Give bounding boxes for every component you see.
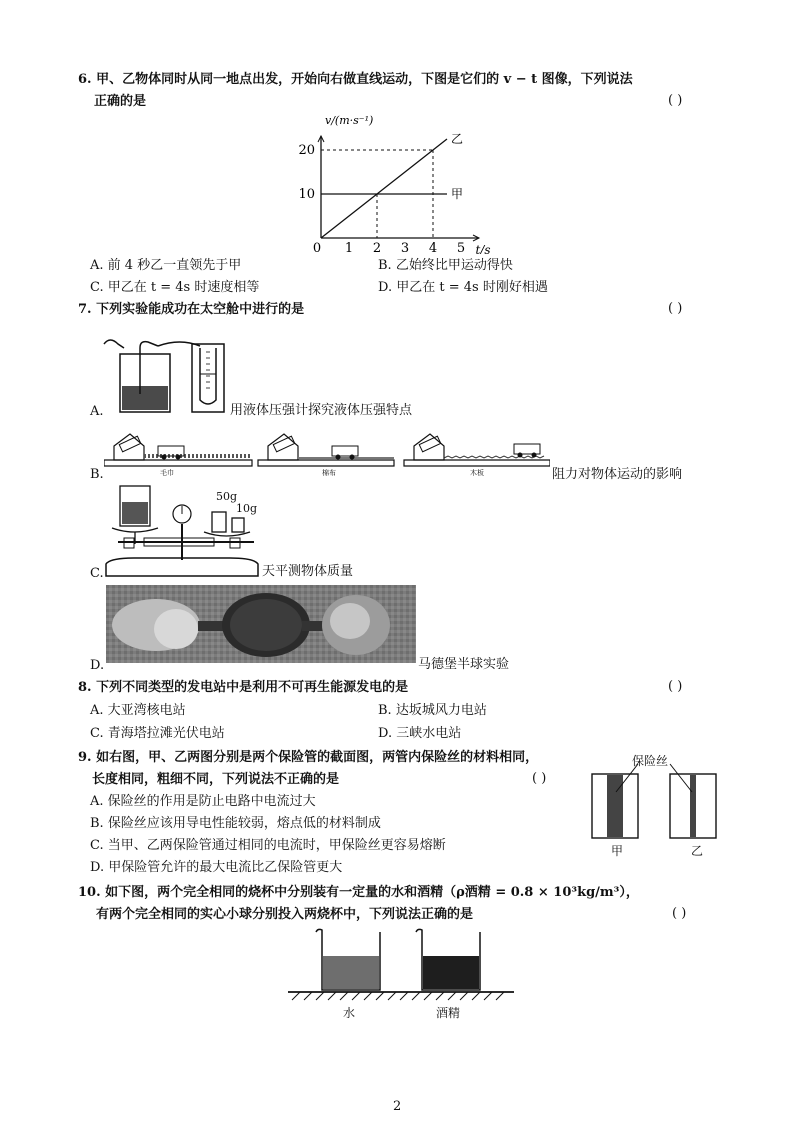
page-number: 2 (393, 1099, 402, 1114)
q9-fig-yi-label: 乙 (691, 844, 704, 858)
q6-option-d: D. 甲乙在 t = 4s 时刚好相遇 (378, 280, 548, 295)
x-tick-label: 3 (400, 241, 410, 254)
q9-fuse-label: 保险丝 (632, 754, 669, 768)
q6-stem-line1: 6. 甲、乙物体同时从同一地点出发，开始向右做直线运动，下图是它们的 v − t 图像，下列说法 (78, 72, 633, 87)
q7-a-pressure-gauge-figure (100, 334, 232, 418)
q7-option-a-text: 用液体压强计探究液体压强特点 (230, 403, 413, 418)
q8-option-c: C. 青海塔拉滩光伏电站 (90, 726, 225, 741)
x-axis-label: t/s (475, 243, 491, 254)
q7-option-c-text: 天平测物体质量 (262, 564, 354, 579)
q8-option-b: B. 达坂城风力电站 (378, 703, 487, 718)
q7-stem: 7. 下列实验能成功在太空舱中进行的是 (78, 302, 305, 317)
x-tick-label: 5 (456, 241, 466, 254)
y-tick-label: 20 (298, 143, 315, 158)
q7-option-a-letter: A. (90, 404, 104, 419)
q9-option-b: B. 保险丝应该用导电性能较弱，熔点低的材料制成 (90, 816, 381, 831)
q7-option-d-letter: D. (90, 658, 105, 673)
q7-c-weight-50g: 50g (216, 490, 238, 503)
x-tick-label: 1 (344, 241, 354, 254)
series-yi-label: 乙 (451, 132, 464, 146)
q9-fig-jia-label: 甲 (611, 844, 624, 858)
q9-option-a: A. 保险丝的作用是防止电路中电流过大 (90, 794, 316, 809)
q7-option-d-text: 马德堡半球实验 (418, 657, 510, 672)
q9-stem-line1: 9. 如右图，甲、乙两图分别是两个保险管的截面图，两管内保险丝的材料相同， (78, 750, 539, 765)
q10-stem-line2: 有两个完全相同的实心小球分别投入两烧杯中，下列说法正确的是 (96, 907, 474, 922)
q6-option-a: A. 前 4 秒乙一直领先于甲 (90, 258, 242, 273)
series-yi-line (321, 139, 447, 238)
q9-option-c: C. 当甲、乙两保险管通过相同的电流时，甲保险丝更容易熔断 (90, 838, 446, 853)
q10-beakers-figure (288, 926, 514, 1006)
q10-stem-line1: 10. 如下图，两个完全相同的烧杯中分别装有一定量的水和酒精（ρ酒精 = 0.8 × 10³kg/m³）， (78, 885, 639, 900)
q8-option-d: D. 三峡水电站 (378, 726, 462, 741)
x-tick-label: 4 (428, 241, 438, 254)
q10-water-label: 水 (343, 1006, 356, 1020)
series-jia-label: 甲 (451, 187, 464, 201)
q7-option-b-letter: B. (90, 467, 104, 482)
q6-option-b: B. 乙始终比甲运动得快 (378, 258, 513, 273)
y-axis-label: v/(m·s⁻¹) (325, 114, 374, 127)
q7-b-label-cotton: 棉布 (322, 469, 336, 477)
q6-answer-paren: ( ) (668, 93, 683, 108)
q7-b-label-wood: 木板 (470, 469, 484, 477)
q8-option-a: A. 大亚湾核电站 (90, 703, 186, 718)
q6-option-c: C. 甲乙在 t = 4s 时速度相等 (90, 280, 260, 295)
q10-alcohol-label: 酒精 (436, 1006, 461, 1020)
origin-label: 0 (312, 241, 322, 254)
q9-answer-paren: ( ) (532, 771, 547, 786)
q9-stem-line2: 长度相同，粗细不同，下列说法不正确的是 (92, 772, 340, 787)
q7-c-weight-10g: 10g (236, 502, 258, 515)
q7-b-label-towel: 毛巾 (160, 469, 174, 477)
q6-stem-line2: 正确的是 (94, 94, 147, 109)
q6-vt-chart (290, 112, 510, 254)
q7-answer-paren: ( ) (668, 301, 683, 316)
q10-answer-paren: ( ) (672, 906, 687, 921)
q7-option-c-letter: C. (90, 566, 104, 581)
q7-d-magdeburg-photo (106, 585, 416, 663)
x-tick-label: 2 (372, 241, 382, 254)
q8-answer-paren: ( ) (668, 679, 683, 694)
y-tick-label: 10 (298, 187, 315, 202)
q8-stem: 8. 下列不同类型的发电站中是利用不可再生能源发电的是 (78, 680, 409, 695)
q9-option-d: D. 甲保险管允许的最大电流比乙保险管更大 (90, 860, 343, 875)
q7-option-b-text: 阻力对物体运动的影响 (552, 467, 683, 482)
